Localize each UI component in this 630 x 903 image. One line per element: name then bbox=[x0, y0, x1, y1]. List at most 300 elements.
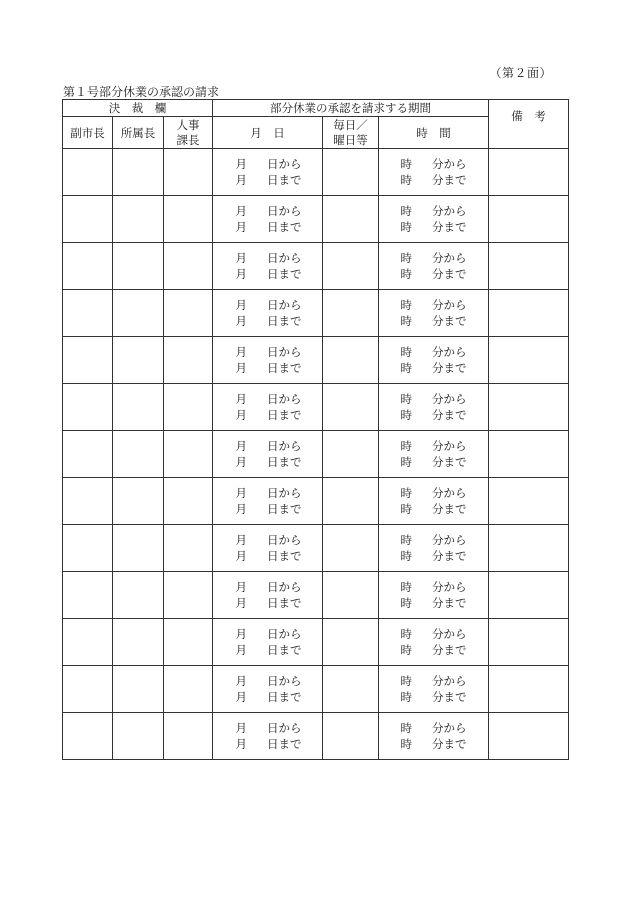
time-from-line bbox=[401, 485, 467, 501]
date-range-cell[interactable] bbox=[213, 666, 323, 713]
date-range-cell[interactable] bbox=[213, 431, 323, 478]
from-day-label: 日から bbox=[267, 392, 302, 406]
from-min-label: 分から bbox=[432, 345, 467, 359]
table-row bbox=[63, 290, 569, 337]
hour-label: 時 bbox=[400, 690, 412, 704]
from-day-label: 日から bbox=[267, 251, 302, 265]
date-from-line bbox=[236, 391, 302, 407]
vice-mayor-stamp-cell[interactable] bbox=[63, 196, 113, 243]
remarks-cell[interactable] bbox=[489, 431, 569, 478]
table-row bbox=[63, 713, 569, 760]
hour-label: 時 bbox=[400, 251, 412, 265]
time-range-cell[interactable] bbox=[379, 713, 489, 760]
daily-weekday-label bbox=[333, 118, 368, 148]
month-label: 月 bbox=[235, 737, 247, 751]
table-row bbox=[63, 384, 569, 431]
month-label: 月 bbox=[235, 298, 247, 312]
date-range bbox=[234, 250, 302, 282]
vice-mayor-stamp-cell[interactable] bbox=[63, 666, 113, 713]
from-min-label: 分から bbox=[432, 674, 467, 688]
table-row bbox=[63, 337, 569, 384]
to-day-label: 日まで bbox=[267, 643, 302, 657]
hour-label: 時 bbox=[400, 674, 412, 688]
time-to-line bbox=[401, 454, 467, 470]
time-from-line bbox=[401, 391, 467, 407]
daily-weekday-cell[interactable] bbox=[323, 666, 379, 713]
dept-head-stamp-cell[interactable] bbox=[113, 149, 164, 196]
to-min-label: 分まで bbox=[432, 408, 467, 422]
date-range bbox=[234, 344, 302, 376]
hour-label: 時 bbox=[400, 486, 412, 500]
time-header: 時 間 bbox=[379, 117, 489, 149]
to-min-label: 分まで bbox=[432, 361, 467, 375]
date-range bbox=[234, 626, 302, 658]
hr-chief-stamp-cell[interactable] bbox=[164, 572, 213, 619]
date-to-line bbox=[236, 454, 302, 470]
to-min-label: 分まで bbox=[432, 220, 467, 234]
from-day-label: 日から bbox=[267, 204, 302, 218]
date-range bbox=[234, 579, 302, 611]
time-range-cell[interactable] bbox=[379, 243, 489, 290]
to-min-label: 分まで bbox=[432, 690, 467, 704]
time-from-line bbox=[401, 344, 467, 360]
time-from-line bbox=[401, 203, 467, 219]
remarks-label: 備 考 bbox=[511, 109, 546, 123]
remarks-header bbox=[489, 100, 569, 149]
dept-head-stamp-cell[interactable] bbox=[113, 431, 164, 478]
month-label: 月 bbox=[235, 173, 247, 187]
from-day-label: 日から bbox=[267, 157, 302, 171]
date-to-line bbox=[236, 313, 302, 329]
vice-mayor-stamp-cell[interactable] bbox=[63, 713, 113, 760]
vice-mayor-stamp-cell[interactable] bbox=[63, 243, 113, 290]
date-from-line bbox=[236, 673, 302, 689]
date-to-line bbox=[236, 219, 302, 235]
daily-weekday-header bbox=[323, 117, 379, 149]
dept-head-stamp-cell[interactable] bbox=[113, 243, 164, 290]
from-day-label: 日から bbox=[267, 298, 302, 312]
to-day-label: 日まで bbox=[267, 502, 302, 516]
hour-label: 時 bbox=[400, 392, 412, 406]
from-day-label: 日から bbox=[267, 486, 302, 500]
hr-chief-label-line1: 人事 bbox=[176, 117, 200, 132]
month-label: 月 bbox=[235, 439, 247, 453]
vice-mayor-stamp-cell[interactable] bbox=[63, 572, 113, 619]
time-range bbox=[401, 156, 467, 188]
from-min-label: 分から bbox=[432, 486, 467, 500]
from-min-label: 分から bbox=[432, 392, 467, 406]
remarks-cell[interactable] bbox=[489, 196, 569, 243]
request-rows bbox=[63, 149, 569, 760]
to-day-label: 日まで bbox=[267, 408, 302, 422]
month-label: 月 bbox=[235, 533, 247, 547]
date-range-cell[interactable] bbox=[213, 337, 323, 384]
page-number: （第２面） bbox=[489, 66, 552, 80]
date-range-cell[interactable] bbox=[213, 243, 323, 290]
date-to-line bbox=[236, 595, 302, 611]
table-row bbox=[63, 666, 569, 713]
date-to-line bbox=[236, 548, 302, 564]
vice-mayor-stamp-cell[interactable] bbox=[63, 337, 113, 384]
time-to-line bbox=[401, 548, 467, 564]
hour-label: 時 bbox=[400, 345, 412, 359]
month-label: 月 bbox=[235, 486, 247, 500]
dept-head-header: 所属長 bbox=[113, 117, 164, 149]
hour-label: 時 bbox=[400, 721, 412, 735]
to-day-label: 日まで bbox=[267, 737, 302, 751]
vice-mayor-stamp-cell[interactable] bbox=[63, 149, 113, 196]
vice-mayor-header: 副市長 bbox=[63, 117, 113, 149]
hour-label: 時 bbox=[400, 502, 412, 516]
time-range bbox=[401, 438, 467, 470]
daily-weekday-cell[interactable] bbox=[323, 290, 379, 337]
time-to-line bbox=[401, 266, 467, 282]
date-range bbox=[234, 391, 302, 423]
dept-head-stamp-cell[interactable] bbox=[113, 384, 164, 431]
time-range bbox=[401, 532, 467, 564]
dept-head-stamp-cell[interactable] bbox=[113, 525, 164, 572]
daily-weekday-cell[interactable] bbox=[323, 337, 379, 384]
date-to-line bbox=[236, 407, 302, 423]
month-label: 月 bbox=[235, 455, 247, 469]
time-range bbox=[401, 626, 467, 658]
to-day-label: 日まで bbox=[267, 690, 302, 704]
daily-weekday-cell[interactable] bbox=[323, 525, 379, 572]
hr-chief-stamp-cell[interactable] bbox=[164, 290, 213, 337]
month-label: 月 bbox=[235, 690, 247, 704]
to-min-label: 分まで bbox=[432, 502, 467, 516]
date-range-cell[interactable] bbox=[213, 713, 323, 760]
time-range-cell[interactable] bbox=[379, 149, 489, 196]
dept-head-stamp-cell[interactable] bbox=[113, 619, 164, 666]
from-day-label: 日から bbox=[267, 721, 302, 735]
hour-label: 時 bbox=[400, 580, 412, 594]
hour-label: 時 bbox=[400, 267, 412, 281]
daily-weekday-label-line2: 曜日等 bbox=[333, 132, 368, 147]
time-to-line bbox=[401, 736, 467, 752]
table-row bbox=[63, 572, 569, 619]
date-from-line bbox=[236, 485, 302, 501]
remarks-cell[interactable] bbox=[489, 619, 569, 666]
from-day-label: 日から bbox=[267, 533, 302, 547]
month-label: 月 bbox=[235, 549, 247, 563]
date-range-cell[interactable] bbox=[213, 149, 323, 196]
month-label: 月 bbox=[235, 721, 247, 735]
daily-weekday-cell[interactable] bbox=[323, 478, 379, 525]
time-range bbox=[401, 485, 467, 517]
time-to-line bbox=[401, 407, 467, 423]
month-label: 月 bbox=[235, 674, 247, 688]
daily-weekday-cell[interactable] bbox=[323, 572, 379, 619]
to-day-label: 日まで bbox=[267, 361, 302, 375]
hour-label: 時 bbox=[400, 533, 412, 547]
from-min-label: 分から bbox=[432, 533, 467, 547]
to-min-label: 分まで bbox=[432, 596, 467, 610]
request-period-group-header: 部分休業の承認を請求する期間 bbox=[213, 100, 489, 117]
hr-chief-stamp-cell[interactable] bbox=[164, 619, 213, 666]
time-range-cell[interactable] bbox=[379, 384, 489, 431]
daily-weekday-cell[interactable] bbox=[323, 431, 379, 478]
date-range bbox=[234, 438, 302, 470]
time-range bbox=[401, 297, 467, 329]
hour-label: 時 bbox=[400, 439, 412, 453]
daily-weekday-cell[interactable] bbox=[323, 619, 379, 666]
to-day-label: 日まで bbox=[267, 549, 302, 563]
time-range bbox=[401, 203, 467, 235]
from-min-label: 分から bbox=[432, 251, 467, 265]
time-range-cell[interactable] bbox=[379, 619, 489, 666]
vice-mayor-stamp-cell[interactable] bbox=[63, 431, 113, 478]
table-row bbox=[63, 431, 569, 478]
date-from-line bbox=[236, 156, 302, 172]
to-day-label: 日まで bbox=[267, 455, 302, 469]
date-to-line bbox=[236, 266, 302, 282]
date-from-line bbox=[236, 438, 302, 454]
date-range-cell[interactable] bbox=[213, 196, 323, 243]
date-to-line bbox=[236, 172, 302, 188]
daily-weekday-label-line1: 毎日／ bbox=[333, 117, 368, 132]
table-row bbox=[63, 149, 569, 196]
hr-chief-stamp-cell[interactable] bbox=[164, 431, 213, 478]
table-row bbox=[63, 196, 569, 243]
date-range bbox=[234, 485, 302, 517]
time-from-line bbox=[401, 532, 467, 548]
to-day-label: 日まで bbox=[267, 267, 302, 281]
hr-chief-label-line2: 課長 bbox=[176, 132, 200, 147]
hour-label: 時 bbox=[400, 220, 412, 234]
month-label: 月 bbox=[235, 345, 247, 359]
to-min-label: 分まで bbox=[432, 455, 467, 469]
time-range-cell[interactable] bbox=[379, 666, 489, 713]
time-to-line bbox=[401, 360, 467, 376]
hour-label: 時 bbox=[400, 157, 412, 171]
remarks-cell[interactable] bbox=[489, 243, 569, 290]
month-label: 月 bbox=[235, 596, 247, 610]
hour-label: 時 bbox=[400, 627, 412, 641]
dept-head-stamp-cell[interactable] bbox=[113, 290, 164, 337]
to-min-label: 分まで bbox=[432, 643, 467, 657]
date-range-cell[interactable] bbox=[213, 290, 323, 337]
from-day-label: 日から bbox=[267, 439, 302, 453]
month-label: 月 bbox=[235, 267, 247, 281]
remarks-cell[interactable] bbox=[489, 149, 569, 196]
date-range bbox=[234, 673, 302, 705]
daily-weekday-cell[interactable] bbox=[323, 196, 379, 243]
form-title: 第１号部分休業の承認の請求 bbox=[63, 85, 220, 99]
remarks-cell[interactable] bbox=[489, 572, 569, 619]
time-range bbox=[401, 673, 467, 705]
date-from-line bbox=[236, 626, 302, 642]
from-min-label: 分から bbox=[432, 439, 467, 453]
month-label: 月 bbox=[235, 251, 247, 265]
time-range-cell[interactable] bbox=[379, 478, 489, 525]
daily-weekday-cell[interactable] bbox=[323, 243, 379, 290]
month-label: 月 bbox=[235, 643, 247, 657]
time-from-line bbox=[401, 673, 467, 689]
dept-head-stamp-cell[interactable] bbox=[113, 196, 164, 243]
from-day-label: 日から bbox=[267, 580, 302, 594]
date-range-cell[interactable] bbox=[213, 478, 323, 525]
date-to-line bbox=[236, 642, 302, 658]
to-day-label: 日まで bbox=[267, 173, 302, 187]
dept-head-stamp-cell[interactable] bbox=[113, 713, 164, 760]
time-from-line bbox=[401, 720, 467, 736]
date-range-cell[interactable] bbox=[213, 384, 323, 431]
date-range bbox=[234, 532, 302, 564]
hr-chief-label bbox=[177, 118, 200, 148]
time-from-line bbox=[401, 156, 467, 172]
time-from-line bbox=[401, 250, 467, 266]
from-min-label: 分から bbox=[432, 157, 467, 171]
date-from-line bbox=[236, 720, 302, 736]
time-to-line bbox=[401, 172, 467, 188]
remarks-cell[interactable] bbox=[489, 478, 569, 525]
date-range-cell[interactable] bbox=[213, 572, 323, 619]
time-from-line bbox=[401, 297, 467, 313]
daily-weekday-cell[interactable] bbox=[323, 713, 379, 760]
time-to-line bbox=[401, 642, 467, 658]
date-range-cell[interactable] bbox=[213, 619, 323, 666]
dept-head-stamp-cell[interactable] bbox=[113, 572, 164, 619]
table-row bbox=[63, 619, 569, 666]
date-range bbox=[234, 203, 302, 235]
table-row bbox=[63, 478, 569, 525]
date-to-line bbox=[236, 360, 302, 376]
table-row bbox=[63, 243, 569, 290]
date-from-line bbox=[236, 344, 302, 360]
vice-mayor-stamp-cell[interactable] bbox=[63, 619, 113, 666]
hour-label: 時 bbox=[400, 596, 412, 610]
time-range bbox=[401, 344, 467, 376]
approval-column-group-header: 決 裁 欄 bbox=[63, 100, 213, 117]
partial-leave-request-table bbox=[62, 99, 569, 760]
hour-label: 時 bbox=[400, 408, 412, 422]
vice-mayor-stamp-cell[interactable] bbox=[63, 384, 113, 431]
from-day-label: 日から bbox=[267, 674, 302, 688]
from-min-label: 分から bbox=[432, 580, 467, 594]
daily-weekday-cell[interactable] bbox=[323, 384, 379, 431]
dept-head-stamp-cell[interactable] bbox=[113, 337, 164, 384]
vice-mayor-stamp-cell[interactable] bbox=[63, 478, 113, 525]
time-range-cell[interactable] bbox=[379, 290, 489, 337]
date-from-line bbox=[236, 297, 302, 313]
time-from-line bbox=[401, 438, 467, 454]
hr-chief-stamp-cell[interactable] bbox=[164, 243, 213, 290]
table-row bbox=[63, 525, 569, 572]
dept-head-stamp-cell[interactable] bbox=[113, 478, 164, 525]
date-range bbox=[234, 156, 302, 188]
date-to-line bbox=[236, 736, 302, 752]
time-range-cell[interactable] bbox=[379, 525, 489, 572]
time-range-cell[interactable] bbox=[379, 572, 489, 619]
hour-label: 時 bbox=[400, 455, 412, 469]
remarks-cell[interactable] bbox=[489, 666, 569, 713]
to-min-label: 分まで bbox=[432, 549, 467, 563]
hr-chief-header bbox=[164, 117, 213, 149]
hr-chief-stamp-cell[interactable] bbox=[164, 196, 213, 243]
remarks-cell[interactable] bbox=[489, 713, 569, 760]
time-range bbox=[401, 250, 467, 282]
remarks-cell[interactable] bbox=[489, 337, 569, 384]
month-label: 月 bbox=[235, 502, 247, 516]
date-from-line bbox=[236, 579, 302, 595]
hr-chief-stamp-cell[interactable] bbox=[164, 713, 213, 760]
month-label: 月 bbox=[235, 408, 247, 422]
daily-weekday-cell[interactable] bbox=[323, 149, 379, 196]
from-day-label: 日から bbox=[267, 627, 302, 641]
hour-label: 時 bbox=[400, 314, 412, 328]
vice-mayor-stamp-cell[interactable] bbox=[63, 525, 113, 572]
from-min-label: 分から bbox=[432, 627, 467, 641]
time-range bbox=[401, 391, 467, 423]
month-label: 月 bbox=[235, 314, 247, 328]
hr-chief-stamp-cell[interactable] bbox=[164, 149, 213, 196]
hour-label: 時 bbox=[400, 298, 412, 312]
to-day-label: 日まで bbox=[267, 314, 302, 328]
hr-chief-stamp-cell[interactable] bbox=[164, 666, 213, 713]
month-label: 月 bbox=[235, 580, 247, 594]
to-min-label: 分まで bbox=[432, 737, 467, 751]
time-to-line bbox=[401, 595, 467, 611]
month-day-header: 月 日 bbox=[213, 117, 323, 149]
date-range-cell[interactable] bbox=[213, 525, 323, 572]
month-label: 月 bbox=[235, 627, 247, 641]
month-label: 月 bbox=[235, 361, 247, 375]
time-range-cell[interactable] bbox=[379, 431, 489, 478]
hour-label: 時 bbox=[400, 204, 412, 218]
hr-chief-stamp-cell[interactable] bbox=[164, 337, 213, 384]
month-label: 月 bbox=[235, 392, 247, 406]
hour-label: 時 bbox=[400, 737, 412, 751]
remarks-cell[interactable] bbox=[489, 290, 569, 337]
date-range bbox=[234, 297, 302, 329]
hour-label: 時 bbox=[400, 361, 412, 375]
to-min-label: 分まで bbox=[432, 314, 467, 328]
from-min-label: 分から bbox=[432, 204, 467, 218]
dept-head-stamp-cell[interactable] bbox=[113, 666, 164, 713]
time-to-line bbox=[401, 501, 467, 517]
hr-chief-stamp-cell[interactable] bbox=[164, 525, 213, 572]
to-min-label: 分まで bbox=[432, 267, 467, 281]
month-label: 月 bbox=[235, 157, 247, 171]
date-from-line bbox=[236, 250, 302, 266]
remarks-cell[interactable] bbox=[489, 384, 569, 431]
month-label: 月 bbox=[235, 220, 247, 234]
to-day-label: 日まで bbox=[267, 220, 302, 234]
to-min-label: 分まで bbox=[432, 173, 467, 187]
hr-chief-stamp-cell[interactable] bbox=[164, 384, 213, 431]
date-to-line bbox=[236, 689, 302, 705]
from-min-label: 分から bbox=[432, 721, 467, 735]
month-label: 月 bbox=[235, 204, 247, 218]
time-range-cell[interactable] bbox=[379, 337, 489, 384]
to-day-label: 日まで bbox=[267, 596, 302, 610]
remarks-cell[interactable] bbox=[489, 525, 569, 572]
time-range-cell[interactable] bbox=[379, 196, 489, 243]
from-day-label: 日から bbox=[267, 345, 302, 359]
time-range bbox=[401, 579, 467, 611]
vice-mayor-stamp-cell[interactable] bbox=[63, 290, 113, 337]
hour-label: 時 bbox=[400, 173, 412, 187]
time-from-line bbox=[401, 579, 467, 595]
from-min-label: 分から bbox=[432, 298, 467, 312]
date-from-line bbox=[236, 203, 302, 219]
date-to-line bbox=[236, 501, 302, 517]
hour-label: 時 bbox=[400, 643, 412, 657]
hr-chief-stamp-cell[interactable] bbox=[164, 478, 213, 525]
time-range bbox=[401, 720, 467, 752]
date-from-line bbox=[236, 532, 302, 548]
